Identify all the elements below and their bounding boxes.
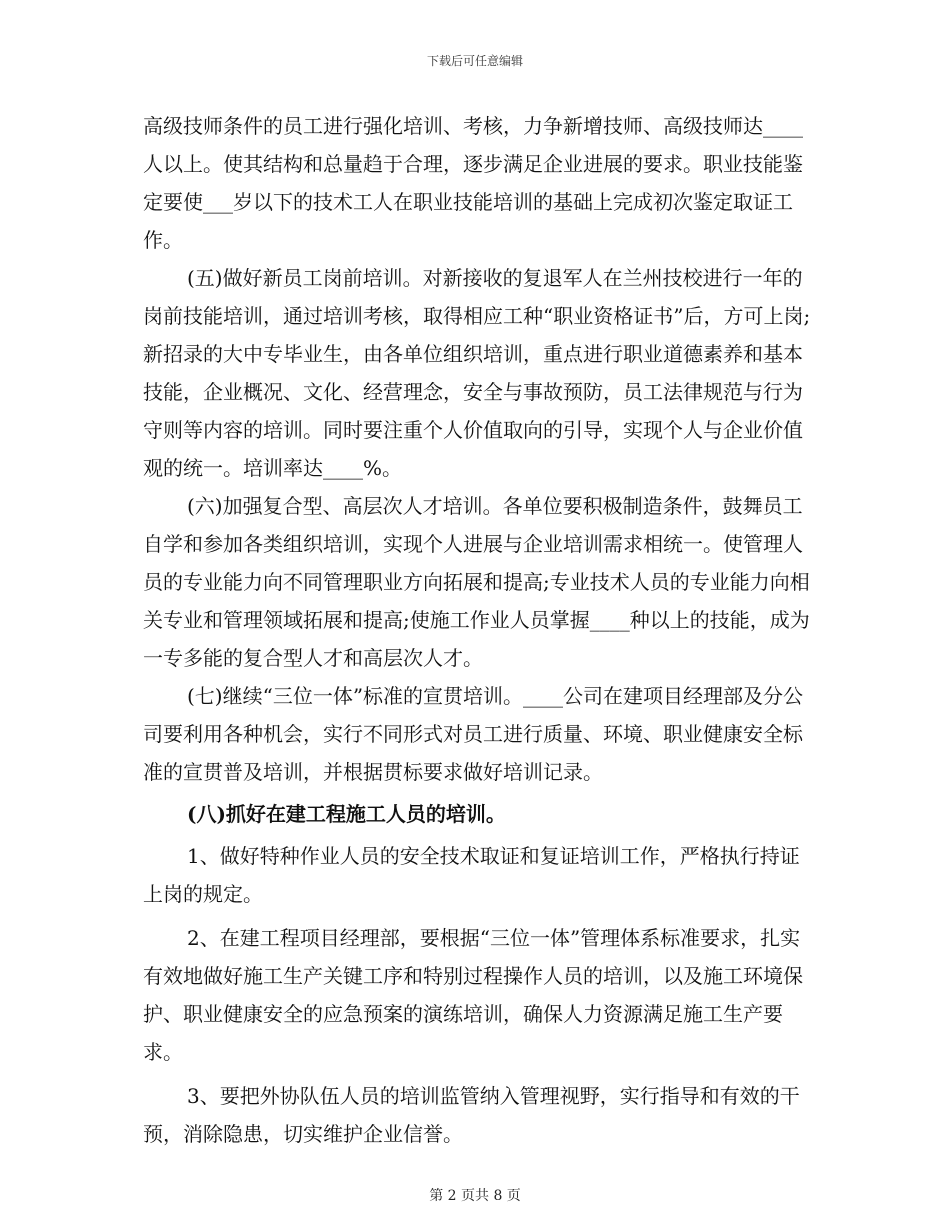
page-header: 下载后可任意编辑 bbox=[426, 54, 523, 68]
section-8-heading: (八)抓好在建工程施工人员的培训。 bbox=[187, 802, 506, 826]
page-number: 第 2 页共 8 页 bbox=[429, 1188, 521, 1204]
paragraph-item-2: 2、在建工程项目经理部，要根据“三位一体”管理体系标准要求，扎实有效地做好施工生产关键工序和特别过程操作人员的培训，以及施工环境保护、职业健康安全的应急预案的演练培训，确保人力资源满足施工生产要求。 bbox=[143, 926, 803, 1064]
paragraph-section-6: (六)加强复合型、高层次人才培训。各单位要积极制造条件，鼓舞员工自学和参加各类组织培训，实现个人进展与企业培训需求相统一。使管理人员的专业能力向不同管理职业方向拓展和提高;专业技术人员的专业能力向相关专业和管理领域拓展和提高;使施工作业人员掌握____种以上的技能，成为一专多能的复合型人才和高层次人才。 bbox=[143, 494, 810, 670]
paragraph-item-1: 1、做好特种作业人员的安全技术取证和复证培训工作，严格执行持证上岗的规定。 bbox=[143, 844, 800, 906]
paragraph-section-5: (五)做好新员工岗前培训。对新接收的复退军人在兰州技校进行一年的岗前技能培训，通过培训考核，取得相应工种“职业资格证书”后，方可上岗;新招录的大中专毕业生，由各单位组织培训，重点进行职业道德素养和基本技能，企业概况、文化、经营理念，安全与事故预防，员工法律规范与行为守则等内容的培训。同时要注重个人价值取向的引导，实现个人与企业价值观的统一。培训率达____%。 bbox=[143, 266, 811, 480]
paragraph-item-3: 3、要把外协队伍人员的培训监管纳入管理视野，实行指导和有效的干预，消除隐患，切实维护企业信誉。 bbox=[143, 1084, 800, 1146]
paragraph-continuation: 高级技师条件的员工进行强化培训、考核，力争新增技师、高级技师达____人以上。使其结构和总量趋于合理，逐步满足企业进展的要求。职业技能鉴定要使___岁以下的技术工人在职业技能培训的基础上完成初次鉴定取证工作。 bbox=[143, 114, 803, 252]
document-body bbox=[143, 107, 815, 1153]
paragraph-section-7: (七)继续“三位一体”标准的宣贯培训。____公司在建项目经理部及分公司要利用各种机会，实行不同形式对员工进行质量、环境、职业健康安全标准的宣贯普及培训，并根据贯标要求做好培训记录。 bbox=[143, 684, 804, 784]
